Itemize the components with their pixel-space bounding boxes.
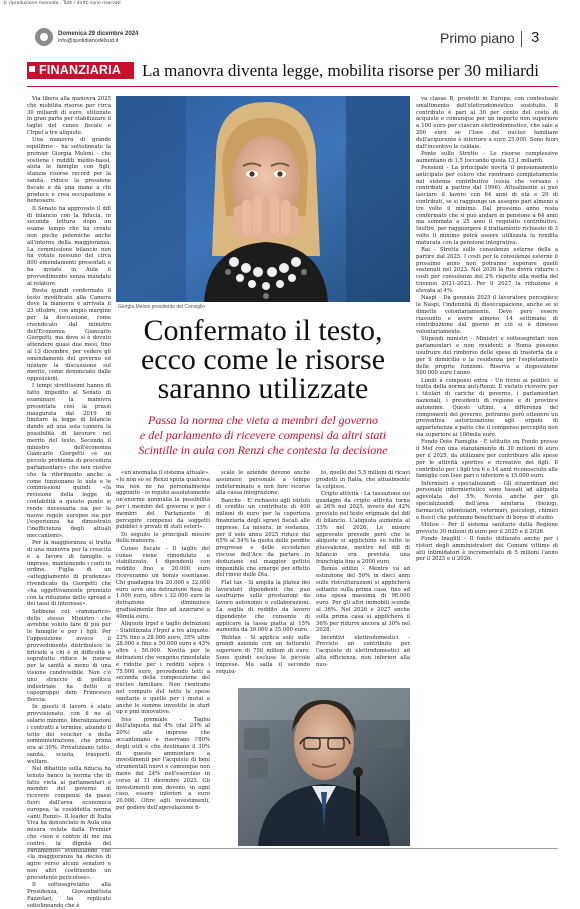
section-name: Primo piano bbox=[440, 30, 515, 46]
article-paragraph: Cuneo fiscale - Il taglio del cuneo viene rimodulato e stabilizzato. I dipendenti con reddito fino a 20.000 euro riceveranno un bonus esentasse. Chi guadagna tra 20.000 e 32.000 euro avrà una detrazione fissa di 1.000 euro, oltre i 32.000 euro la detrazione diminuisce gradualmente fino ad azzerarsi a 40mila euro. bbox=[116, 545, 210, 620]
article-paragraph: Fondo Inagliti - Il fondo utilizzato anche per i ristori degli amministratori dei Comuni vittime di atti intimidatori è incrementato di 5 milioni l'anno per il 2025 e il 2026. bbox=[416, 536, 558, 563]
article-paragraph: Stipendi ministri - Ministri e sottosegretari non parlamentari e non residenti a Roma possono usufruire del rimborso delle spese di trasferta da e per il domicilio o la residenza per l'espletamento delle proprie funzioni. Riserva a disposizione 500.000 euro l'anno. bbox=[416, 336, 558, 377]
article-paragraph: Sebbene col «rammarico» dello stesso Ministro che avrebbe voluto fare di più per le famiglie e per i figli. Per l'opposizione invece il provvedimento distribuisce le briciole a chi è in difficoltà e sopratutto riduce le risorse per la sanità a meno di una visione condivisibile. Non c'è uno straccio di politica industriale ha detto il capogruppo dem Francesco Boccia. bbox=[27, 608, 111, 704]
article-paragraph: Banche - E' richiesto agli istituti di credito un contributo di 400 milioni di euro per la copertura finanziaria degli sgravi fiscali alle imprese. La misura, in sostanza, per il solo anno 2025 riduce dal 65% al 54% la quota delle perdite pregresse e delle eccedenze riscuse dell'Ace da portare in deduzione sul maggior gettito imponibile che emerge per effetto del rinvio delle Dta. bbox=[216, 497, 310, 579]
article-paragraph: Via libera alla manovra 2025 che mobilita risorse per circa 30 miliardi di euro, utilizzate in gran parte per stabilizzare il taglio del cuneo fiscale e l'Irpef a tre aliquote. bbox=[27, 96, 111, 136]
main-photo-caption: Giorgia Meloni presidente del Consiglio bbox=[118, 304, 205, 310]
renzi-photo-caption: Matteo Renzi bbox=[240, 846, 270, 852]
article-paragraph: Cripto attività - La tassazione sui guadagni da cripto attività torna al 26% nel 2025, invece del 42% previsto nel testo originale del ddl di bilancio. L'aliquota aumenta al 33% nel 2026. Le misure approvate prevede però che le aliquote si applichino su tutte le plusvalenze, mentre nel ddl di bilancio era prevista una franchigia fino a 2000 euro. bbox=[316, 490, 410, 565]
contact-email: info@quotidianodelsud.it bbox=[58, 38, 119, 44]
article-paragraph: Webtax - Si applica solo sulle grandi aziende con un fatturato superiore di 750 milioni di euro. Sono quindi escluse le piccole imprese. Ma salta il secondo requisi- bbox=[216, 634, 310, 675]
top-notice: © riproduzione riservata · Tutti i diritti sono riservati bbox=[3, 1, 121, 6]
article-column-1 bbox=[27, 96, 111, 909]
article-paragraph: Ires premiale - Taglio dell'aliquota dal 4% (dal 24% al 20%) alle imprese che accantonano e riservano l'80% degli utili e che destinano il 30% di questo ammontare a investimenti per l'acquisto di beni strumentali nuovi e comunque non meno del 24% nell'esercizio in corso al 31 dicembre 2023. Gli investimenti non devono, in ogni caso, essere inferiori a euro 20.000. Oltre agli investimenti, per godere dell'agevolazione fi- bbox=[116, 716, 210, 812]
article-paragraph: Incentivi elettrodomestici - Previsto un contributo per l'acquisto di elettrodomestici ad alta efficienza, non inferiori alla nuo- bbox=[316, 634, 410, 668]
page-number: 3 bbox=[531, 29, 540, 46]
photo-matteo-renzi bbox=[238, 688, 410, 846]
article-paragraph: Di seguito le principali misure della manovra. bbox=[116, 531, 210, 545]
article-paragraph: Ponte sullo Stretto - Le risorse complessive aumentano di 1,5 toccando quota 13,1 miliardi. bbox=[416, 150, 558, 164]
article-paragraph: Molise - Per il sistema sanitario della Regione previsto 30 milioni di euro per il 2025 e il 2026. bbox=[416, 521, 558, 535]
summary-line: Passa la norma che vieta a membri del governo bbox=[148, 413, 378, 427]
article-paragraph: va classe B, prodotti in Europa, con contestuale smaltimento dell'elettrodomestico sostituito. Il contributo è pari al 30 per cento del costo di acquisto e comunque per un importo non superiore a 100 euro per ciascun elettrodomestico, che sale a 200 euro se l'Isee del nucleo familiare dell'acquirente è inferiore a euro 25.000. Sono fuori dall'incentivo le caldaie. bbox=[416, 96, 558, 150]
photo-giorgia-meloni bbox=[116, 96, 410, 302]
article-paragraph: Flat tax - Si amplia la platea dei lavoratori dipendenti che può usufruirne sulle prestazioni da lavoro autonomo o collaborazioni. La soglia di reddito da lavoro dipendente che consente di applicare la tassa piatta al 15% aumenta da 30.000 a 35.000 euro. bbox=[216, 579, 310, 634]
masthead-meta bbox=[58, 31, 138, 45]
page-separator bbox=[521, 31, 522, 47]
article-paragraph: Nel dibattito sulla fiducia ha tenuto banco la norma che di fatto vieta ai parlamentari e membri del governo di ricevere compensi da paesi fuori dall'area economica europea, la cosiddetta norma «anti Renzi». Il leader di Italia Viva ha denunciato in Aula una misura voluta dalla Premier che «non è contro di me ma contro la dignità del Parlamento» sventolando che «la maggioranza ha deciso di agire verso alcuni senatori e non altri costituendo un precedente pericoloso». bbox=[27, 766, 111, 881]
summary bbox=[116, 413, 410, 458]
strapline: La manovra diventa legge, mobilita risorse per 30 miliardi bbox=[142, 61, 540, 80]
article-column-4 bbox=[316, 470, 410, 684]
rubric-text: FINANZIARIA bbox=[39, 63, 122, 77]
article-paragraph: Fondo Dote Famiglia - È istituito un Fondo presso il Mef con una stanziamento di 30 milioni di euro per il 2025, da utilizzare per contribuire alle spese per le attività sportive e ricreative dei figli. Il contributo per i figli tra 6 e 14 anni riconosciuto alle famiglie con Isee pari o inferiore a 15.000 euro. bbox=[416, 439, 558, 480]
summary-line: Scintille in aula con Renzi che contesta la decisione bbox=[138, 443, 388, 457]
article-paragraph: Una manovra di grande equilibrio - ha sottolineato la premier Giorgia Meloni - che sostiene i redditi medio-bassi, aiuta le famiglie con figli, stanzia risorse record per la sanità, riduce la pressione fiscale e dà una mano a chi produce e crea occupazione e benessere. bbox=[27, 137, 111, 205]
article-column-2 bbox=[116, 470, 210, 840]
bottom-rule bbox=[27, 848, 558, 849]
header-rule bbox=[27, 86, 558, 87]
rubric-label bbox=[27, 62, 134, 79]
article-paragraph: Naspi - Da gennaio 2025 il lavoratore percepisce la Naspi, l'indennità di disoccupazione, anche se si dimette volontariamente. Deve però essere riassunto e avere almeno 14 settimane di contribuzione dal giorno in cui si è dimesso volontariamente. bbox=[416, 295, 558, 336]
article-paragraph: Bonus edilizi - Mentre va ad estinzione del 50% in dieci anni sulle ristrutturazioni si applicherà soltanto sulla prima casa, fino ad una spesa massima di 96.000 euro. Per gli altri immobili scende al 36%. Nel 2026 e 2027 anche sulla prima casa si applicherà il 36% per ridurre ancora al 30% nel 2028. bbox=[316, 566, 410, 634]
article-paragraph: «un'anomalia il sistema attuale». «Io non so se Renzi sputa qualcosa ma non ne ho personalmente aggiunto - io reputo assolutamente un'enorme anomalia la possibilità per i membri del governo e per i membri del Parlamento di percepire compensi da soggetti pubblici o privati di stati esteri». bbox=[116, 470, 210, 531]
article-paragraph: Il sottosegretario alla Presidenza, Giovanbattista Fazzolari, ha replicato sottolineando che è bbox=[27, 882, 111, 909]
article-paragraph: scale le aziende devono anche assumere personale a tempo indeterminato e non fare ricorso alla cassa integrazione. bbox=[216, 470, 310, 497]
article-paragraph: Rai - Stretta sulle consulenze esterne della a partire dal 2025. I costi per le consulenze esterne il prossimo anno non potranno superare quelli sostenuti nel 2023. Nel 2026 la Rai dovrà ridurre i costi per consulenze del 2% rispetto alla media del triennio 2021-2023. Per il 2027 la riduzione è elevata al 4%. bbox=[416, 247, 558, 294]
article-paragraph: Infermieri e specializzandi - Gli straordinari del personale infermieristico sono tassati ad aliquota agevolata del 5%. Novità anche per gli specializzandi dell'area sanitaria (biologi, farmacisti, odontoiatri, veterinari, psicologi, chimici e fisici) che potranno beneficiare di borse di studio. bbox=[416, 480, 558, 521]
circle-logo-icon bbox=[35, 28, 53, 46]
article-paragraph: Per la maggioranza si tratta di una manovra per la crescita e a favore di famiglie e imprese, mantenendo i conti in ordine. Figlia di un «atteggiamento di prudenza» rivendicato da Giorgetti che «ha oggettivamente premiato con la riduzione dello spread e dei tassi di interesse». bbox=[27, 540, 111, 608]
issue-date: Domenica 29 dicembre 2024 bbox=[58, 31, 139, 37]
article-paragraph: Resta quindi confermato il testo modificato alla Camera dove la manovra è arrivata il 23 ottobre, con ampio margine per la discussione, come rivendicato dal ministro dell'Economia Giancarlo Giorgetti, ma dove si è dovuto attendere quasi due mesi, fino al 13 dicembre, per vedere gli emendamenti del governo ed iniziare la discussione sul merito, come denunciato dalle opposizioni. bbox=[27, 287, 111, 383]
article-paragraph: In questi il lavoro è stato provvisionato, con il no al salario minimo, liberalizzazioni i contratti a termine, alzando il tetto dei voucher e della somministrazione, che prima era al 30%. Privatizzano tutto: sanità, scuola, trasporti, welfare. bbox=[27, 704, 111, 765]
article-paragraph: Il Senato ha approvato il ddl di bilancio con la fiducia, in seconda lettura dopo un esame lampo che ha creato non poche polemiche anche all'interno della maggioranza. La commissione bilancio non ha votato nessuno dei circa 800 emendamenti presentati e ha inviato in Aula il provvedimento senza mandato al relatore. bbox=[27, 205, 111, 287]
headline: Confermato il testo, ecco come le risorse saranno utilizzate bbox=[140, 314, 386, 405]
article-paragraph: Limiti a compensi extra - Un freno ai politici: si tratta della norma anti-Renzi. È vietato ricevere per i titolari di cariche di governo, i parlamentari nazionali, i presidenti di regione e di province autonome. Questi ultimi, a differenza del componenti del governo, potranno però ottenere un preventiva autorizzazione agli organi di appartenenza a patto che il compenso percepito non sia superiore ai 100mila euro. bbox=[416, 377, 558, 439]
article-paragraph: Pensioni - La principale novità il pensionamento anticipato per coloro che rientrano completamente nel sistema contributivo (ossia che versano i contributi a partire dal 1996). Attualmente si può lasciare il lavoro con 64 anni di età e 20 di contributi, se si raggiunge un assegno pari almeno a tre volte il minimo. Dal prossimo anno resta confermato che si può andare in pensione a 64 anni ma sommata a 25 anni il requisito contributivo. Inoltre, per raggiungere il trattamento richiesto di 3 volte il minimo potrà essere utilizzata la rendita maturata con la pensione integrativa. bbox=[416, 164, 558, 246]
article-paragraph: Aliquote Irpef e taglio detrazioni - Stabilizzata l'Irpef a tre aliquote: 23% fino a 28.000 euro, 35% oltre 28.000 e fino a 50.000 euro e 43% oltre i 50.000. Novità per le detrazioni che vengono rimodulate e ridotte per i redditi sopra i 75.000 euro, prevedendo tetti a seconda della composizione del nucleo familiare. Non rientrano nel computo del tetto le spese sanitarie e quelle per i mutui e anche le somme investite in start up e pmi innovative. bbox=[116, 621, 210, 716]
summary-line: e del parlamento di ricevere compensi da altri stati bbox=[139, 428, 387, 442]
article-paragraph: to, quello dei 5,5 milioni di ricavi prodotti in Italia, che attualmente la colpisce. bbox=[316, 470, 410, 490]
article-column-5 bbox=[416, 96, 558, 836]
article-paragraph: I tempi strettissimi hanno di fatto impedito al Senato di esaminare la manovra presentata così la prassi inaugurata dal 2019 di limitare la legge di bilancio dando ad una sola camera la possibilità di lavorare nel merito del testo. Secondo il ministro dell'economia Giancarlo Giorgetti «è un piccolo problema di procedura parlamentare» che non risolve che fa riferimento anche a come funzionano le aule e le commissioni quindi «la revisione della legge di contabilità a questo punto si rende necessaria sia per le nuove regole europee sia per l'esperienza ha dimostrato l'inefficienza degli attuali meccanismi». bbox=[27, 383, 111, 539]
